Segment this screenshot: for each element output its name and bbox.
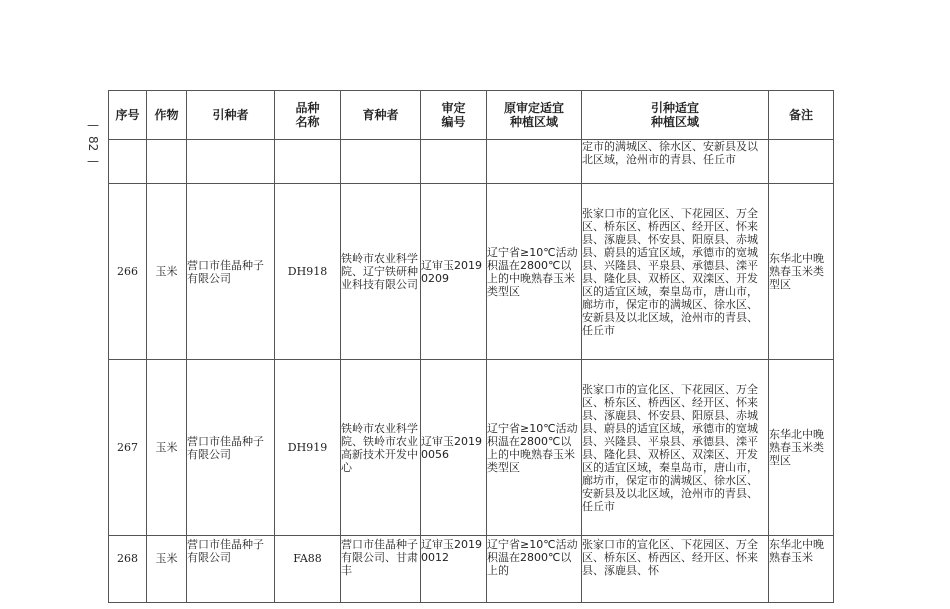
variety-registry-table: [108, 90, 834, 603]
cell-no: 268: [109, 536, 147, 603]
cell-intro-region: 张家口市的宣化区、下花园区、万全区、桥东区、桥西区、经开区、怀来县、涿鹿县、怀: [582, 536, 769, 603]
header-introducer: 引种者: [187, 91, 275, 140]
table-header-row: [109, 91, 834, 140]
header-breeder: 育种者: [341, 91, 421, 140]
cell-remark: 东华北中晚熟春玉米类型区: [769, 184, 834, 360]
header-original-region: 原审定适宜 种植区域: [487, 91, 582, 140]
cell-remark: 东华北中晚熟春玉米: [769, 536, 834, 603]
cell-original-region: 辽宁省≥10℃活动积温在2800℃以上的中晚熟春玉米类型区: [487, 184, 582, 360]
cell-original-region: 辽宁省≥10℃活动积温在2800℃以上的: [487, 536, 582, 603]
header-crop: 作物: [147, 91, 187, 140]
cell-intro-region-continued: 定市的满城区、徐水区、安新县及以北区域，沧州市的青县、任丘市: [582, 140, 769, 184]
cell-empty: [109, 140, 147, 184]
header-intro-region: 引种适宜 种植区域: [582, 91, 769, 140]
cell-intro-region: 张家口市的宣化区、下花园区、万全区、桥东区、桥西区、经开区、怀来县、涿鹿县、怀安县、阳原县、赤城县、蔚县的适宜区域，承德市的宽城县、兴隆县、平泉县、承德县、滦平县、隆化县、双桥区、双滦区、开发区的适宜区域，秦皇岛市，唐山市，廊坊市，保定市的满城区、徐水区、安新县及以北区域，沧州市的青县、任丘市: [582, 184, 769, 360]
cell-empty: [147, 140, 187, 184]
cell-empty: [421, 140, 487, 184]
cell-breeder: 铁岭市农业科学院、辽宁铁研种业科技有限公司: [341, 184, 421, 360]
cell-original-region: 辽宁省≥10℃活动积温在2800℃以上的中晚熟春玉米类型区: [487, 360, 582, 536]
cell-intro-region: 张家口市的宣化区、下花园区、万全区、桥东区、桥西区、经开区、怀来县、涿鹿县、怀安县、阳原县、赤城县、蔚县的适宜区域，承德市的宽城县、兴隆县、平泉县、承德县、滦平县、隆化县、双桥区、双滦区、开发区的适宜区域，秦皇岛市，唐山市，廊坊市，保定市的满城区、徐水区、安新县及以北区域，沧州市的青县、任丘市: [582, 360, 769, 536]
cell-breeder: 铁岭市农业科学院、铁岭市农业高新技术开发中心: [341, 360, 421, 536]
cell-introducer: 营口市佳晶种子有限公司: [187, 184, 275, 360]
header-approval-no: 审定 编号: [421, 91, 487, 140]
table-row: [109, 536, 834, 603]
cell-no: 267: [109, 360, 147, 536]
table-row: [109, 360, 834, 536]
cell-crop: 玉米: [147, 360, 187, 536]
header-remark: 备注: [769, 91, 834, 140]
cell-crop: 玉米: [147, 184, 187, 360]
header-variety: 品种 名称: [275, 91, 341, 140]
cell-empty: [341, 140, 421, 184]
cell-empty: [769, 140, 834, 184]
page-number: [86, 118, 100, 168]
cell-introducer: 营口市佳晶种子有限公司: [187, 536, 275, 603]
cell-variety: DH918: [275, 184, 341, 360]
cell-variety: FA88: [275, 536, 341, 603]
cell-empty: [187, 140, 275, 184]
cell-breeder: 营口市佳晶种子有限公司、甘肃丰: [341, 536, 421, 603]
header-no: 序号: [109, 91, 147, 140]
cell-introducer: 营口市佳晶种子有限公司: [187, 360, 275, 536]
page-number-dash-bottom: —: [87, 154, 99, 168]
cell-empty: [487, 140, 582, 184]
cell-approval-no: 辽审玉20190056: [421, 360, 487, 536]
table-row-continuation: [109, 140, 834, 184]
cell-crop: 玉米: [147, 536, 187, 603]
page-number-value: 82: [86, 136, 100, 152]
cell-approval-no: 辽审玉20190209: [421, 184, 487, 360]
table-row: [109, 184, 834, 360]
cell-no: 266: [109, 184, 147, 360]
cell-variety: DH919: [275, 360, 341, 536]
cell-empty: [275, 140, 341, 184]
cell-approval-no: 辽审玉20190012: [421, 536, 487, 603]
page-number-dash-top: —: [87, 118, 99, 132]
cell-remark: 东华北中晚熟春玉米类型区: [769, 360, 834, 536]
